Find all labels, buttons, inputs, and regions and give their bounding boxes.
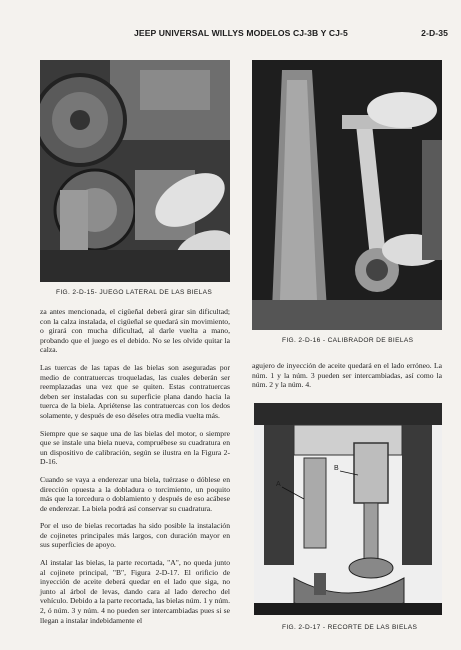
figure-2-d-17-caption: FIG. 2-D-17 - RECORTE DE LAS BIELAS [282,624,418,631]
callout-a: A [276,481,281,488]
figure-2-d-16-photo [252,60,442,330]
right-text-column [252,361,442,398]
paragraph: Cuando se vaya a enderezar una biela, tuérzase o dóblese en dirección opuesta a la dobladura o torcimiento, un poquito más que la torcedura o doblamiento y después de eso acábese de enderezar. La biela podrá así conservar su cuadratura. [40,474,230,513]
figure-2-d-15-photo [40,60,230,282]
paragraph: za antes mencionada, el cigüeñal deberá girar sin dificultad; con la calza instalada, el cigüeñal se quedará sin movimiento, o girará con mucha dificultad, al darle vuelta a mano, probando que el juego es el debido. No se les olvide quitar la calza. [40,307,230,355]
figure-2-d-17-drawing [254,403,442,615]
page-number: 2-D-35 [421,28,448,38]
callout-b: B [334,465,339,472]
book-title: JEEP UNIVERSAL WILLYS MODELOS CJ-3B Y CJ-5 [134,28,348,38]
figure-2-d-15-caption: FIG. 2-D-15- JUEGO LATERAL DE LAS BIELAS [56,289,213,296]
running-header [40,28,448,42]
paragraph: Por el uso de bielas recortadas ha sido posible la instalación de cojinetes principales más largos, con duración mayor en sus superficies de apoyo. [40,521,230,550]
paragraph: Al instalar las bielas, la parte recortada, "A", no queda junto al cojinete principal, "B", Figura 2-D-17. El orificio de inyección de aceite deberá quedar en el lado que siga, no junto al árbol de levas, dando cara al lado derecho del vehículo. Debido a la parte recortada, las bielas núm. 1 y núm. 2, ó núm. 3 y núm. 4 no pueden ser intercambiadas pues si se llegan a instalar indebidamente el [40,558,230,625]
paragraph: Siempre que se saque una de las bielas del motor, o siempre que se instale una biela nueva, compruébese su cuadratura en un dispositivo de calibración, según se ilustra en la Figura 2-D-16. [40,428,230,467]
left-text-column [40,307,230,625]
paragraph: agujero de inyección de aceite quedará en el lado erróneo. La núm. 1 y la núm. 3 pueden ser intercambiadas, así como la núm. 2 y la núm. 4. [252,361,442,390]
paragraph: Las tuercas de las tapas de las bielas son aseguradas por medio de contratuercas troqueladas, las cuales deberán ser reemplazadas una vez que se quiten. Estas contratuercas deben ser instaladas con su superficie plana dando hacia la tuerca de la biela. Apriétense las contratuercas con los dedos solamente, y después de eso déseles otra media vuelta más. [40,362,230,420]
figure-2-d-16-caption: FIG. 2-D-16 - CALIBRADOR DE BIELAS [282,337,414,344]
